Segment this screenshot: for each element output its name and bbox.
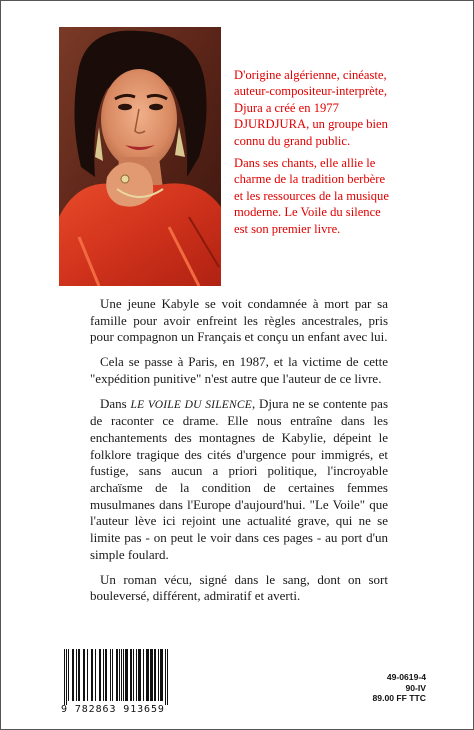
barcode-bar [160,649,163,701]
barcode-bar [125,649,128,701]
barcode-bar [112,649,113,701]
author-photo [59,27,221,286]
isbn-barcode [61,649,171,719]
barcode-bar [130,649,132,701]
catalog-ref: 49-0619-4 [386,672,426,682]
barcode-bar [119,649,120,701]
barcode-bar [138,649,141,701]
barcode-bar [83,649,85,701]
barcode-bar [154,649,156,701]
catalog-code: 90-IV [405,682,426,693]
description-p3-rest: , Djura ne se contente pas de raconter ce drame. Elle nous entraîne dans les enchantements des montagnes de Kabylie, dépeint le folklore tragique des cités d'urgence pour immigrés, et fustige, sans aucun a priori politique, l'incroyable archaïsme de la condition de certaines femmes musulmanes dans l'Europe d'aujourd'hui. "Le Voile" que l'auteur lève ici rejoint une actualité grave, qui ne se limite pas - on peut le voir dans ces pages - au port d'un simple foulard. [90,395,389,562]
barcode-bar [123,649,124,701]
catalog-info [373,672,426,704]
barcode-bar [116,649,118,701]
description-paragraph-3 [90,396,388,564]
barcode-bar [76,649,77,701]
barcode-bar [165,649,166,705]
barcode-bars [61,649,171,705]
barcode-bar [146,649,149,701]
barcode-bar [87,649,88,701]
description-paragraph-1: Une jeune Kabyle se voit condamnée à mort par sa famille pour avoir enfreint les règles ancestrales, pris pour compagnon un Français et conçu un enfant avec lui. [90,296,388,345]
barcode-bar [91,649,93,701]
catalog-price: 89.00 FF TTC [372,693,426,703]
barcode-bar [133,649,134,701]
description-p3-prefix: Dans [100,395,131,411]
author-bio [234,67,394,237]
barcode-bar [72,649,74,701]
barcode-bar [99,649,101,701]
book-description [90,296,388,605]
bio-paragraph-1: D'origine algérienne, cinéaste, auteur-compositeur-interprète, Djura a créé en 1977 DJURDJURA, un groupe bien connu du grand public. [234,68,388,148]
barcode-bar [167,649,168,705]
book-title-inline: LE VOILE DU SILENCE [130,398,252,411]
barcode-bar [150,649,153,701]
barcode-bar [105,649,107,701]
barcode-bar [158,649,159,701]
description-paragraph-4: Un roman vécu, signé dans le sang, dont on sort bouleversé, différent, admiratif et averti. [90,571,388,604]
barcode-bar [103,649,104,701]
barcode-bar [136,649,137,701]
bio-paragraph-2: Dans ses chants, elle allie le charme de la tradition berbère et les ressources de la musique moderne. Le Voile du silence est son premier livre. [234,156,389,236]
description-paragraph-2: Cela se passe à Paris, en 1987, et la victime de cette "expédition punitive" n'est autre que l'auteur de ce livre. [90,354,388,386]
barcode-bar [95,649,96,701]
barcode-bar [66,649,67,705]
barcode-bar [64,649,65,705]
barcode-bar [121,649,122,701]
barcode-bar [143,649,144,701]
barcode-bar [110,649,111,701]
barcode-digits: 9 782863 913659 [61,704,165,715]
barcode-bar [68,649,69,701]
barcode-bar [78,649,80,701]
